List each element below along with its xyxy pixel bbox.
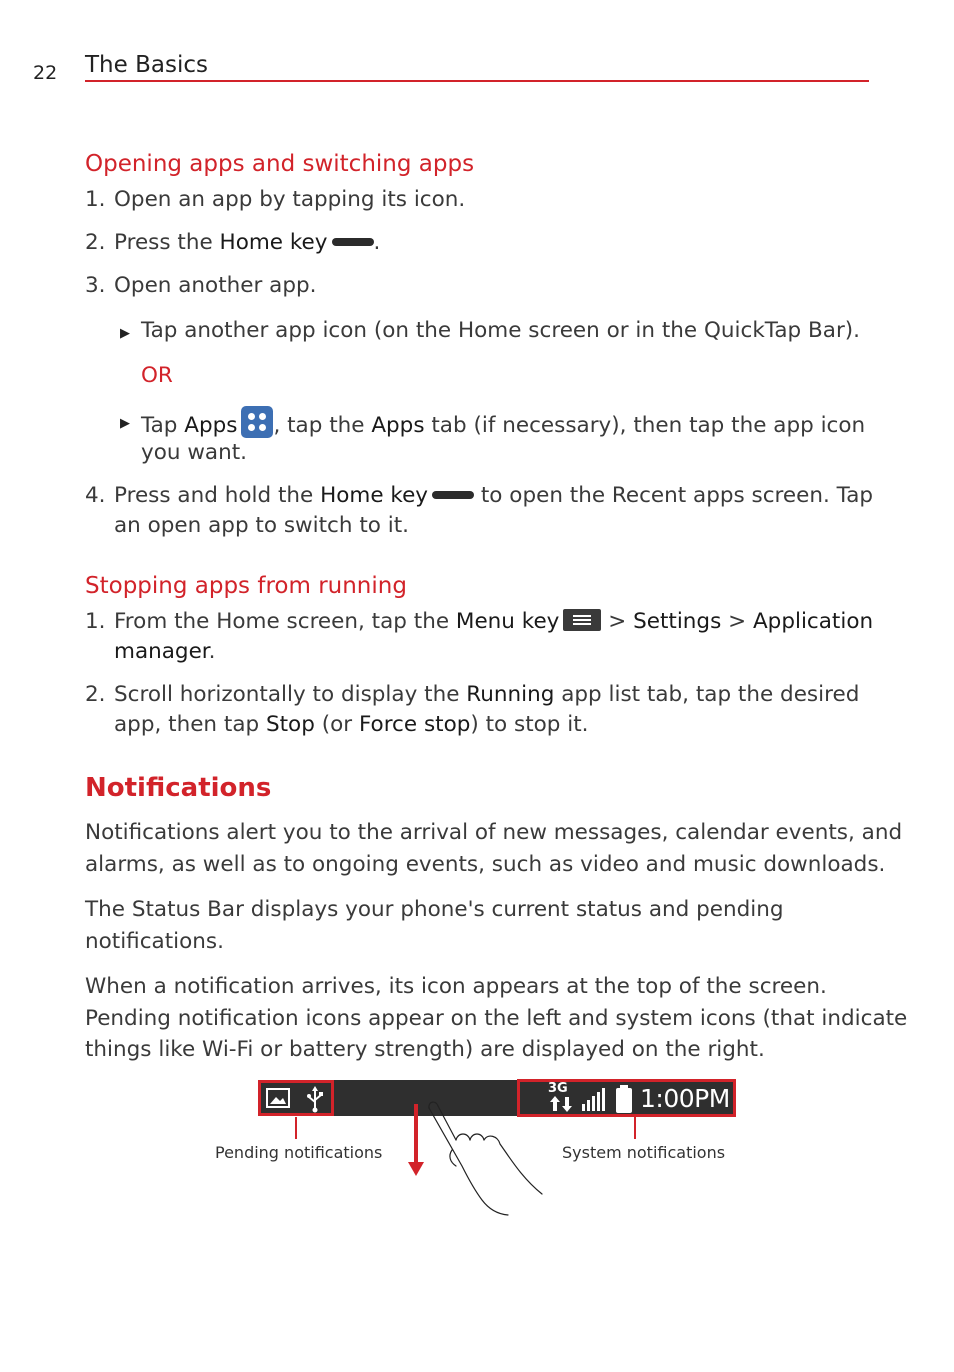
step-number: 1. [85, 187, 106, 212]
usb-icon [304, 1085, 326, 1113]
section-heading-stopping-apps: Stopping apps from running [85, 573, 407, 599]
signal-icon [581, 1086, 609, 1112]
step-text-end: . [208, 639, 216, 664]
step-text: Press the [114, 230, 220, 255]
bullet-text: Tap [141, 413, 185, 438]
hand-swipe-icon [424, 1096, 548, 1220]
home-key-icon [432, 491, 474, 499]
system-notifications-label: System notifications [562, 1143, 726, 1162]
step-text-end: app list tab, tap the desired [554, 682, 860, 707]
step-text: app, then tap [114, 712, 266, 737]
bullet-text: Tap another app icon (on the Home screen or in the QuickTap Bar). [141, 318, 861, 343]
home-key-label: Home key [320, 483, 429, 508]
bullet-text-end: tab (if necessary), then tap the app icon [424, 413, 866, 438]
step-4-line-2: an open app to switch to it. [114, 513, 409, 538]
network-type-label: 3G [548, 1081, 568, 1096]
step-text-end: to open the Recent apps screen. Tap [474, 483, 874, 508]
chapter-title: The Basics [85, 52, 208, 78]
stop-step-2-line-2 [114, 710, 589, 740]
bullet-1 [120, 316, 861, 349]
bullet-triangle-icon: ▶ [120, 326, 130, 341]
step-number: 2. [85, 682, 106, 707]
stop-label: Stop [265, 712, 315, 737]
pending-notifications-label: Pending notifications [215, 1143, 383, 1162]
separator: > [721, 609, 753, 634]
notifications-paragraph-2 [85, 894, 784, 957]
step-text: From the Home screen, tap the [114, 609, 456, 634]
step-3 [85, 271, 317, 301]
image-icon [266, 1088, 290, 1108]
battery-icon [614, 1084, 634, 1114]
apps-icon [241, 406, 273, 438]
notifications-paragraph-3 [85, 971, 907, 1066]
pending-callout-line [295, 1117, 297, 1139]
home-key-label: Home key [219, 230, 328, 255]
force-stop-label: Force stop [358, 712, 471, 737]
step-text: Press and hold the [114, 483, 321, 508]
step-4 [85, 481, 874, 511]
step-text: Open another app. [114, 273, 317, 298]
paragraph-line: Pending notification icons appear on the left and system icons (that indicate [85, 1005, 908, 1031]
manager-label: manager [114, 639, 209, 664]
home-key-icon [332, 238, 374, 246]
menu-key-label: Menu key [455, 609, 560, 634]
header-rule [85, 80, 869, 82]
system-callout-line [634, 1117, 636, 1139]
notifications-paragraph-1 [85, 817, 902, 880]
stop-step-2 [85, 680, 860, 710]
step-number: 4. [85, 483, 106, 508]
separator: > [601, 609, 634, 634]
swipe-down-arrow-icon [406, 1104, 426, 1178]
paragraph-line: The Status Bar displays your phone's current status and pending [85, 897, 784, 922]
step-text-end: . [373, 230, 381, 255]
paragraph-line: things like Wi-Fi or battery strength) are displayed on the right. [85, 1037, 765, 1062]
stop-step-1 [85, 607, 874, 637]
settings-label: Settings [633, 609, 722, 634]
paragraph-line: Notifications alert you to the arrival of new messages, calendar events, and [85, 820, 903, 845]
step-1 [85, 185, 466, 215]
step-text: Open an app by tapping its icon. [114, 187, 466, 212]
paragraph-line: alarms, as well as to ongoing events, such as video and music downloads. [85, 851, 886, 877]
step-text-mid: (or [314, 712, 359, 737]
data-arrows-icon [548, 1096, 574, 1112]
paragraph-line: notifications. [85, 928, 224, 954]
step-text: Scroll horizontally to display the [114, 682, 467, 707]
step-number: 1. [85, 609, 106, 634]
apps-label: Apps [184, 413, 238, 438]
step-number: 3. [85, 273, 106, 298]
or-label: OR [141, 363, 173, 388]
bullet-triangle-icon: ▶ [120, 416, 130, 431]
running-label: Running [466, 682, 555, 707]
section-heading-opening-apps: Opening apps and switching apps [85, 151, 475, 177]
notifications-heading: Notifications [85, 773, 272, 803]
application-label: Application [752, 609, 874, 634]
step-text-end: ) to stop it. [470, 712, 589, 737]
step-2 [85, 228, 381, 258]
menu-key-icon [563, 609, 601, 631]
status-time: 1:00PM [640, 1084, 730, 1113]
bullet-2 [120, 406, 866, 439]
page-number: 22 [33, 62, 58, 84]
stop-step-1-line-2 [114, 637, 216, 667]
bullet-2-line-2: you want. [141, 440, 247, 465]
paragraph-line: When a notification arrives, its icon appears at the top of the screen. [85, 974, 827, 999]
apps-tab-label: Apps [371, 413, 425, 438]
step-number: 2. [85, 230, 106, 255]
bullet-text-mid: , tap the [273, 413, 372, 438]
